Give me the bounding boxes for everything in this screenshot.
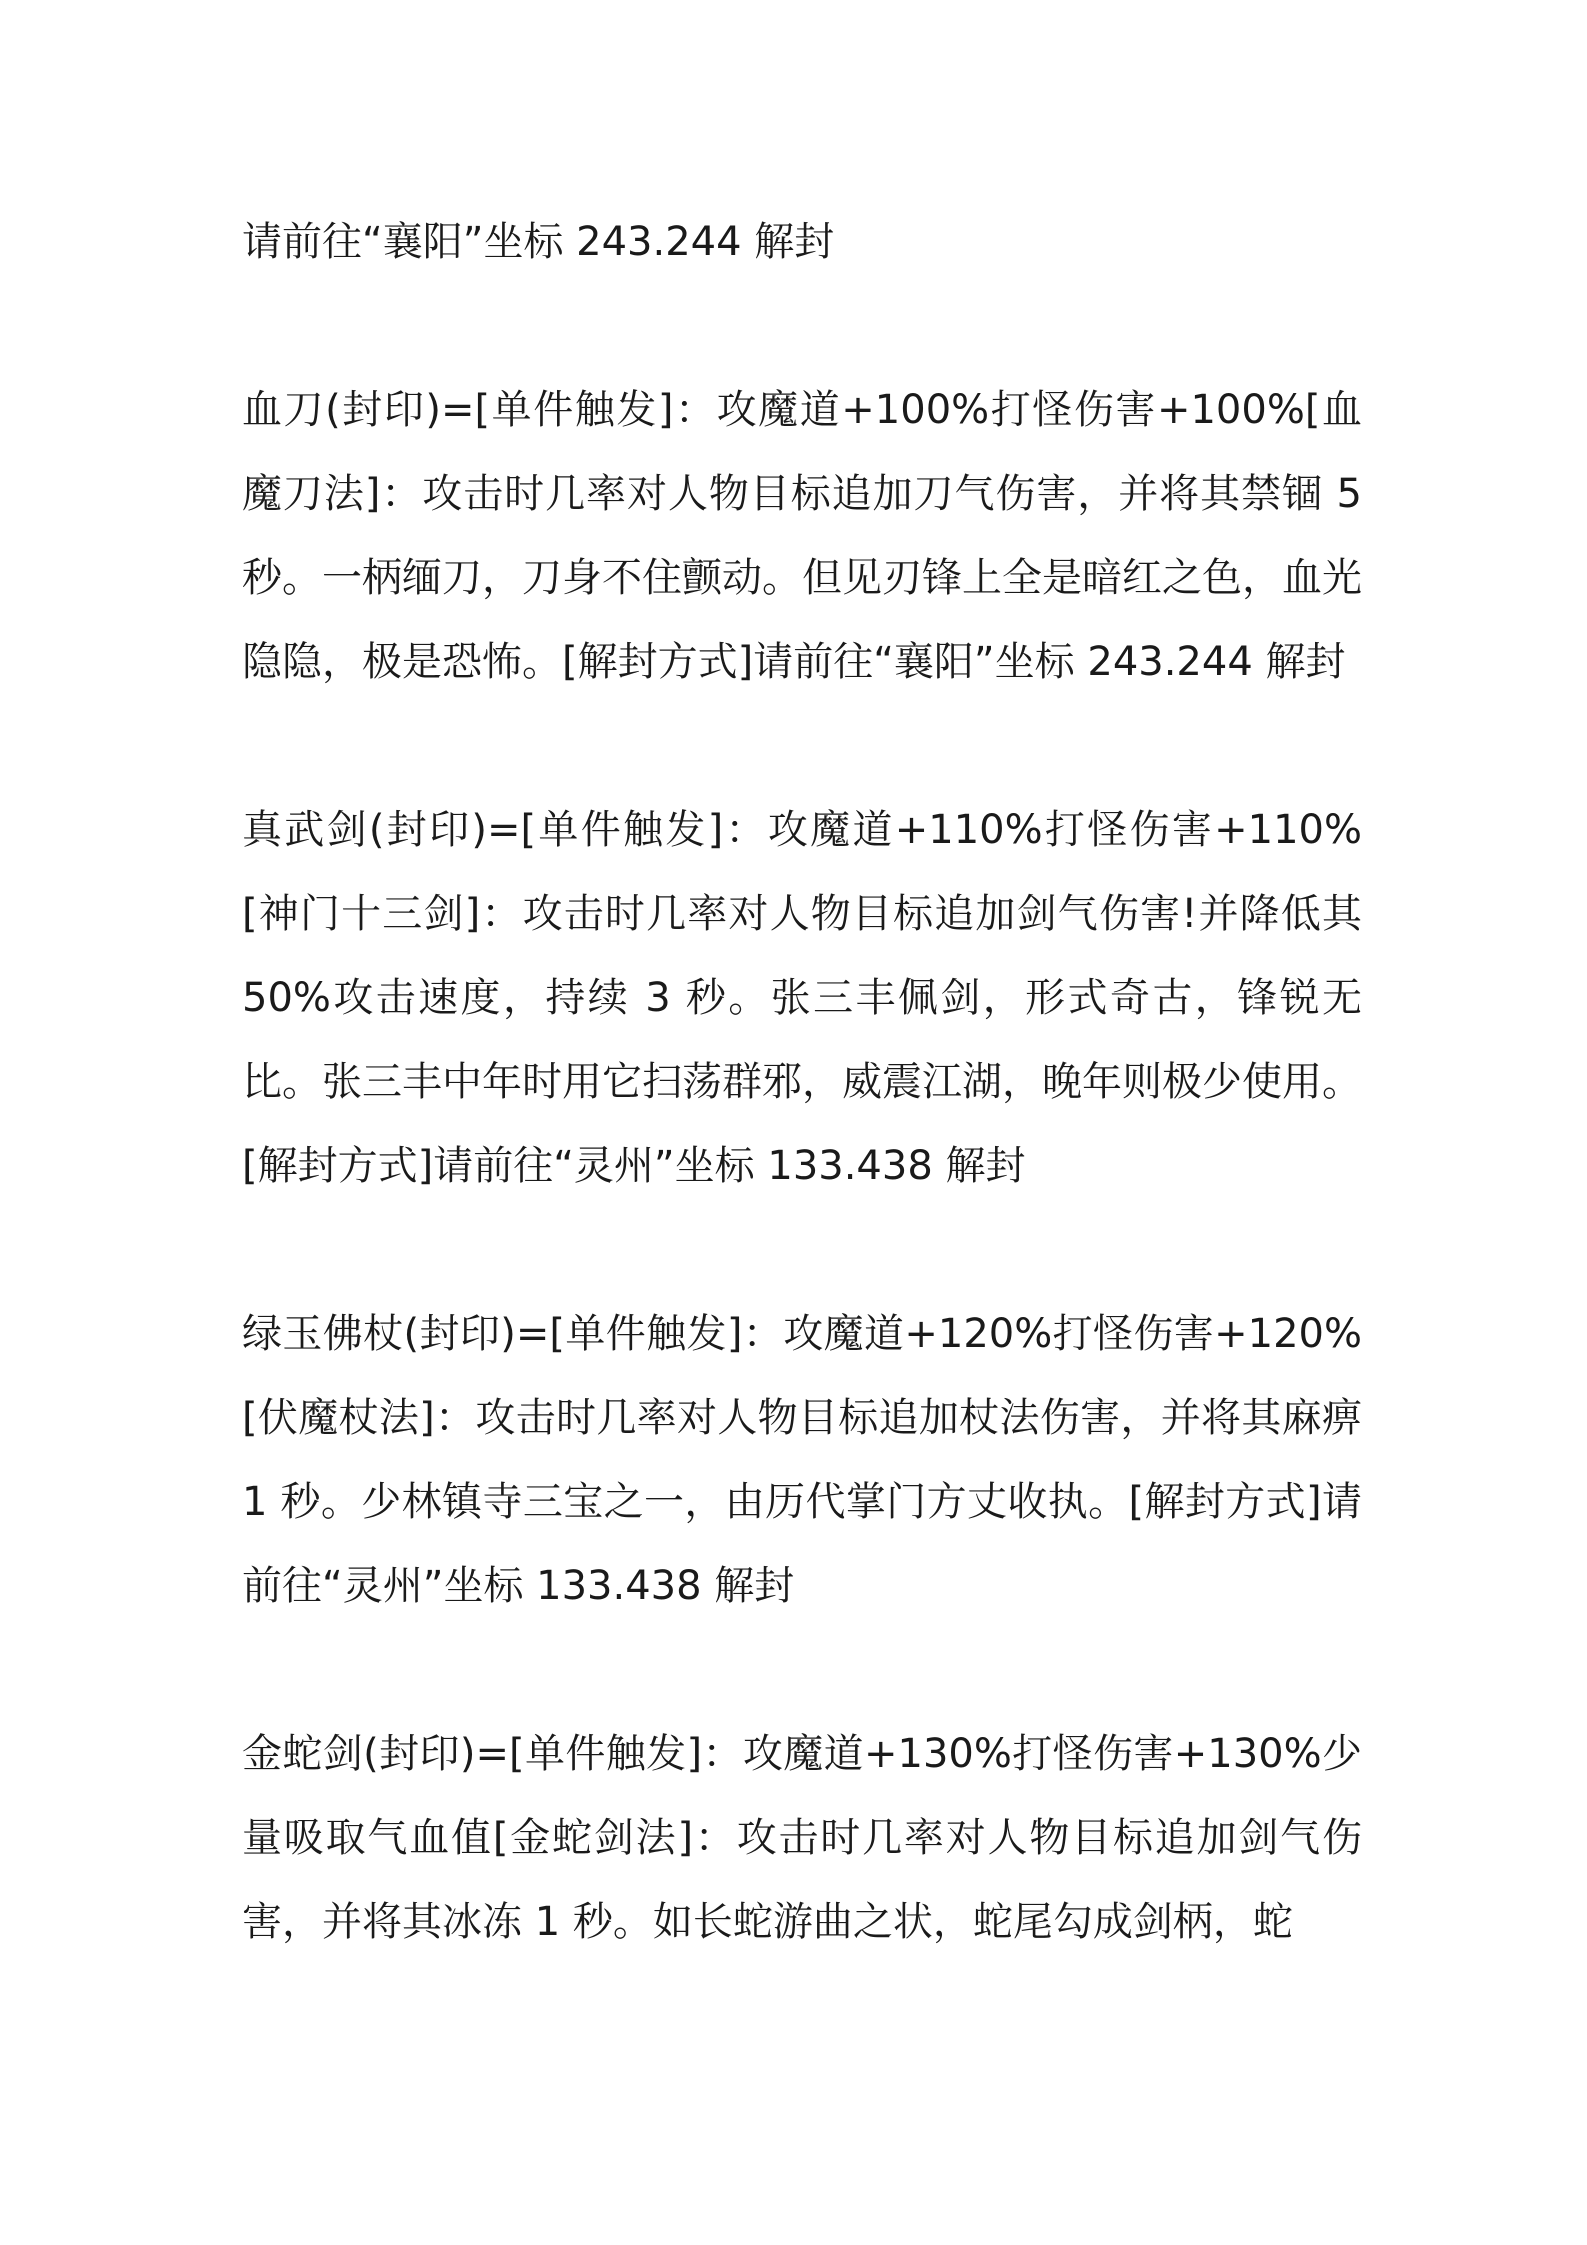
document-body [242,200,1362,2048]
paragraph-blood-blade: 血刀(封印)=[单件触发]：攻魔道+100%打怪伤害+100%[血魔刀法]：攻击时几率对人物目标追加刀气伤害，并将其禁锢 5 秒。一柄缅刀，刀身不住颤动。但见刃锋上全是暗红之色，血光隐隐，极是恐怖。[解封方式]请前往“襄阳”坐标 243.244 解封 [242,387,1362,685]
paragraph-unlock-location: 请前往“襄阳”坐标 243.244 解封 [242,219,835,265]
paragraph-jade-buddha-staff: 绿玉佛杖(封印)=[单件触发]：攻魔道+120%打怪伤害+120%[伏魔杖法]：攻击时几率对人物目标追加杖法伤害，并将其麻痹 1 秒。少林镇寺三宝之一，由历代掌门方丈收执。[解封方式]请前往“灵州”坐标 133.438 解封 [242,1311,1362,1609]
paragraph-golden-snake-sword: 金蛇剑(封印)=[单件触发]：攻魔道+130%打怪伤害+130%少量吸取气血值[金蛇剑法]：攻击时几率对人物目标追加剑气伤害，并将其冰冻 1 秒。如长蛇游曲之状，蛇尾勾成剑柄，蛇 [242,1731,1362,1945]
paragraph-zhenwu-sword: 真武剑(封印)=[单件触发]：攻魔道+110%打怪伤害+110%[神门十三剑]：攻击时几率对人物目标追加剑气伤害!并降低其 50%攻击速度，持续 3 秒。张三丰佩剑，形式奇古，锋锐无比。张三丰中年时用它扫荡群邪，威震江湖，晚年则极少使用。[解封方式]请前往“灵州”坐标 133.438 解封 [242,807,1362,1189]
